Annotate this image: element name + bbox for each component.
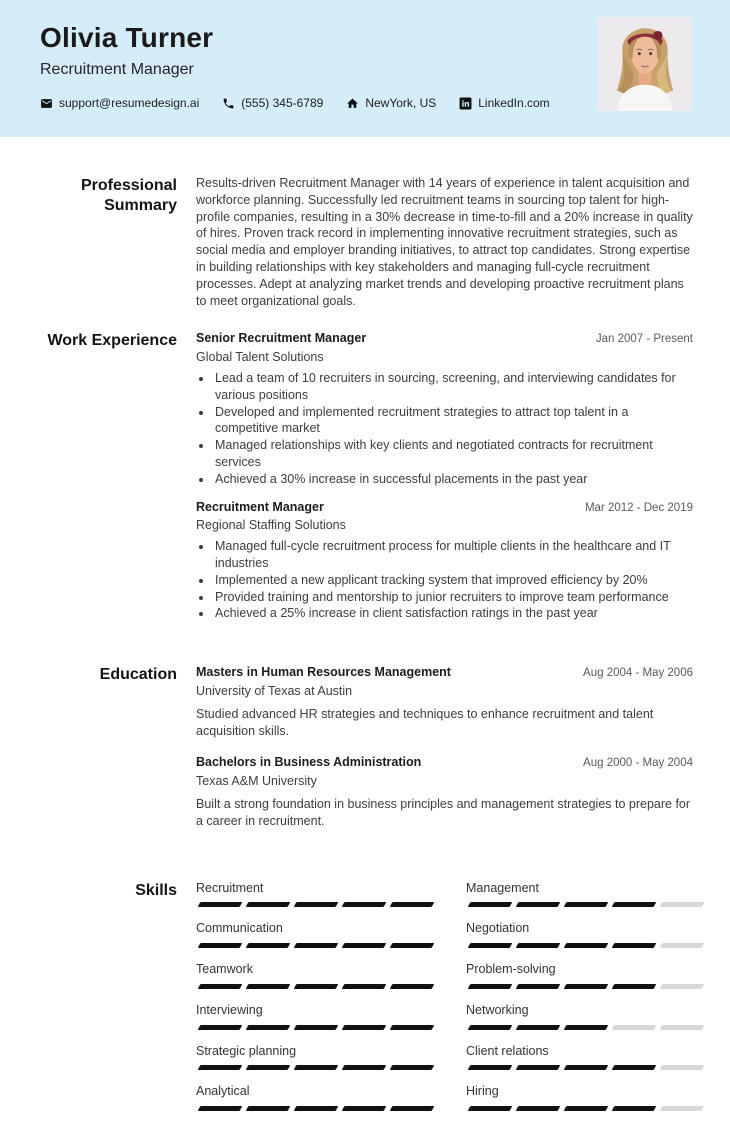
degree-entry [196,664,693,739]
skill-segment-filled [342,1025,387,1030]
skill-level-bar [196,984,433,989]
skill-segment-filled [198,1065,243,1070]
job-entry-head [196,330,693,348]
skill-segment-filled [246,902,291,907]
job-bullet: • Provided training and mentorship to junior recruiters to improve team performance [213,589,693,606]
profile-photo-illustration [598,17,692,111]
skill-segment-filled [390,943,435,948]
job-company: Global Talent Solutions [196,349,693,366]
skill-segment-filled [468,1025,513,1030]
skill-segment-filled [612,984,657,989]
degree-entry [196,754,693,829]
skill-segment-filled [342,1065,387,1070]
skill-item [196,961,433,989]
skill-level-bar [466,1106,703,1111]
contact-item-linkedin [459,96,549,110]
skill-level-bar [466,984,703,989]
skill-name: Negotiation [466,920,703,937]
skill-segment-filled [516,1025,561,1030]
skill-segment-filled [612,943,657,948]
resume-body [0,137,730,1124]
contact-text-location: NewYork, US [365,96,436,110]
job-bullet: • Lead a team of 10 recruiters in sourcing, screening, and interviewing candidates for various positions [213,370,693,404]
job-bullet: • Managed relationships with key clients and negotiated contracts for recruitment services [213,437,693,471]
degree-school: University of Texas at Austin [196,683,693,700]
job-entry-head [196,499,693,517]
skill-segment-filled [294,1065,339,1070]
skill-segment-filled [294,902,339,907]
resume-header [0,0,730,137]
skill-name: Client relations [466,1043,703,1060]
skill-segment-filled [468,1106,513,1111]
degree-entry-head [196,754,693,772]
skill-segment-filled [468,902,513,907]
section-skills [40,880,693,1124]
job-dates: Jan 2007 - Present [596,331,693,348]
skills-column-left [196,880,433,1124]
skill-segment-filled [516,943,561,948]
skill-level-bar [466,943,703,948]
skill-item [466,920,703,948]
skill-segment-filled [612,902,657,907]
skill-segment-filled [246,1106,291,1111]
skill-name: Strategic planning [196,1043,433,1060]
skill-segment-filled [468,984,513,989]
skill-segment-filled [342,1106,387,1111]
contact-row [40,96,693,110]
skill-segment-filled [390,1106,435,1111]
skill-segment-filled [390,984,435,989]
skill-segment-empty [660,1106,705,1111]
skill-segment-filled [390,1065,435,1070]
degree-entry-head [196,664,693,682]
skill-segment-filled [198,984,243,989]
skill-segment-filled [342,943,387,948]
skill-segment-filled [246,1065,291,1070]
job-entry [196,330,693,487]
skill-item [466,1002,703,1030]
section-label-experience: Work Experience [40,330,177,351]
skill-segment-filled [564,1025,609,1030]
skill-level-bar [196,943,433,948]
skill-segment-filled [246,984,291,989]
degree-title: Bachelors in Business Administration [196,754,421,771]
skill-name: Analytical [196,1083,433,1100]
skill-segment-filled [390,1025,435,1030]
contact-item-phone [222,96,323,110]
skill-segment-filled [198,1106,243,1111]
contact-item-location [346,96,436,110]
skill-segment-empty [660,984,705,989]
linkedin-icon [459,97,472,110]
skill-item [196,1002,433,1030]
skill-segment-filled [612,1106,657,1111]
skill-item [466,961,703,989]
skill-item [196,920,433,948]
degree-school: Texas A&M University [196,773,693,790]
skill-segment-filled [246,943,291,948]
skill-segment-filled [246,1025,291,1030]
contact-text-phone: (555) 345-6789 [241,96,323,110]
skill-level-bar [466,902,703,907]
skill-name: Teamwork [196,961,433,978]
skill-name: Networking [466,1002,703,1019]
skill-name: Hiring [466,1083,703,1100]
education-list [196,664,693,844]
skill-segment-filled [198,902,243,907]
experience-list [196,330,693,633]
skill-segment-filled [564,902,609,907]
skill-segment-filled [612,1065,657,1070]
contact-text-linkedin: LinkedIn.com [478,96,549,110]
skill-item [466,880,703,908]
section-label-skills: Skills [40,880,177,901]
skill-name: Interviewing [196,1002,433,1019]
section-education [40,664,693,844]
skill-segment-empty [612,1025,657,1030]
skill-item [196,880,433,908]
degree-dates: Aug 2000 - May 2004 [583,755,693,772]
skill-item [466,1043,703,1071]
section-professional-summary [40,175,693,309]
skill-segment-filled [516,1065,561,1070]
job-title: Recruitment Manager [196,499,324,516]
job-title: Senior Recruitment Manager [196,330,366,347]
job-bullet: • Achieved a 30% increase in successful placements in the past year [213,471,693,488]
profile-photo [598,17,692,111]
section-label-education: Education [40,664,177,685]
skill-segment-empty [660,1025,705,1030]
degree-title: Masters in Human Resources Management [196,664,451,681]
skills-grid [196,880,703,1124]
job-bullet: • Developed and implemented recruitment strategies to attract top talent in a competitive market [213,404,693,438]
degree-description: Studied advanced HR strategies and techniques to enhance recruitment and talent acquisition skills. [196,706,693,740]
section-work-experience [40,330,693,633]
skill-level-bar [466,1025,703,1030]
degree-dates: Aug 2004 - May 2006 [583,665,693,682]
skill-segment-filled [564,1065,609,1070]
skill-segment-empty [660,943,705,948]
skill-segment-filled [468,943,513,948]
summary-text: Results-driven Recruitment Manager with 14 years of experience in talent acquisition and workforce planning. Successfully led recruitment teams in sourcing top talent for high-profile companies, resulting in a 30% decrease in time-to-fill and a 20% increase in quality of hires. Proven track record in implementing innovative recruitment strategies, such as social media and employer branding initiatives, to attract top candidates. Strong expertise in building relationships with key stakeholders and managing full-cycle recruitment processes. Adept at analyzing market trends and developing proactive recruitment plans to meet organizational goals. [196,175,693,309]
skill-segment-filled [516,902,561,907]
skill-segment-filled [564,943,609,948]
skill-item [196,1043,433,1071]
skill-segment-filled [198,943,243,948]
skill-segment-filled [516,984,561,989]
skill-segment-filled [294,943,339,948]
skill-level-bar [196,1106,433,1111]
skill-segment-filled [516,1106,561,1111]
job-dates: Mar 2012 - Dec 2019 [585,500,693,517]
skill-segment-filled [294,1106,339,1111]
skill-item [466,1083,703,1111]
skill-item [196,1083,433,1111]
skill-segment-filled [294,984,339,989]
skill-name: Management [466,880,703,897]
phone-icon [222,97,235,110]
skill-name: Communication [196,920,433,937]
skill-segment-filled [198,1025,243,1030]
job-company: Regional Staffing Solutions [196,517,693,534]
job-bullet-list [196,370,693,488]
skill-segment-filled [294,1025,339,1030]
job-bullet: • Achieved a 25% increase in client satisfaction ratings in the past year [213,605,693,622]
candidate-title: Recruitment Manager [40,61,693,79]
skill-segment-filled [564,1106,609,1111]
skill-name: Recruitment [196,880,433,897]
job-bullet-list [196,538,693,622]
skill-name: Problem-solving [466,961,703,978]
skill-segment-filled [342,902,387,907]
contact-item-email [40,96,199,110]
skill-segment-filled [564,984,609,989]
skill-segment-filled [468,1065,513,1070]
skill-level-bar [196,902,433,907]
skill-segment-empty [660,1065,705,1070]
job-bullet: • Implemented a new applicant tracking system that improved efficiency by 20% [213,572,693,589]
job-bullet: • Managed full-cycle recruitment process for multiple clients in the healthcare and IT industries [213,538,693,572]
contact-text-email: support@resumedesign.ai [59,96,199,110]
section-label-summary: Professional Summary [40,175,177,216]
skills-column-right [466,880,703,1124]
skill-segment-filled [390,902,435,907]
skill-level-bar [196,1025,433,1030]
candidate-name: Olivia Turner [40,22,693,54]
home-icon [346,97,359,110]
job-entry [196,499,693,623]
skill-level-bar [466,1065,703,1070]
skill-segment-filled [342,984,387,989]
skill-segment-empty [660,902,705,907]
degree-description: Built a strong foundation in business principles and management strategies to prepare for a career in recruitment. [196,796,693,830]
email-icon [40,97,53,110]
skill-level-bar [196,1065,433,1070]
